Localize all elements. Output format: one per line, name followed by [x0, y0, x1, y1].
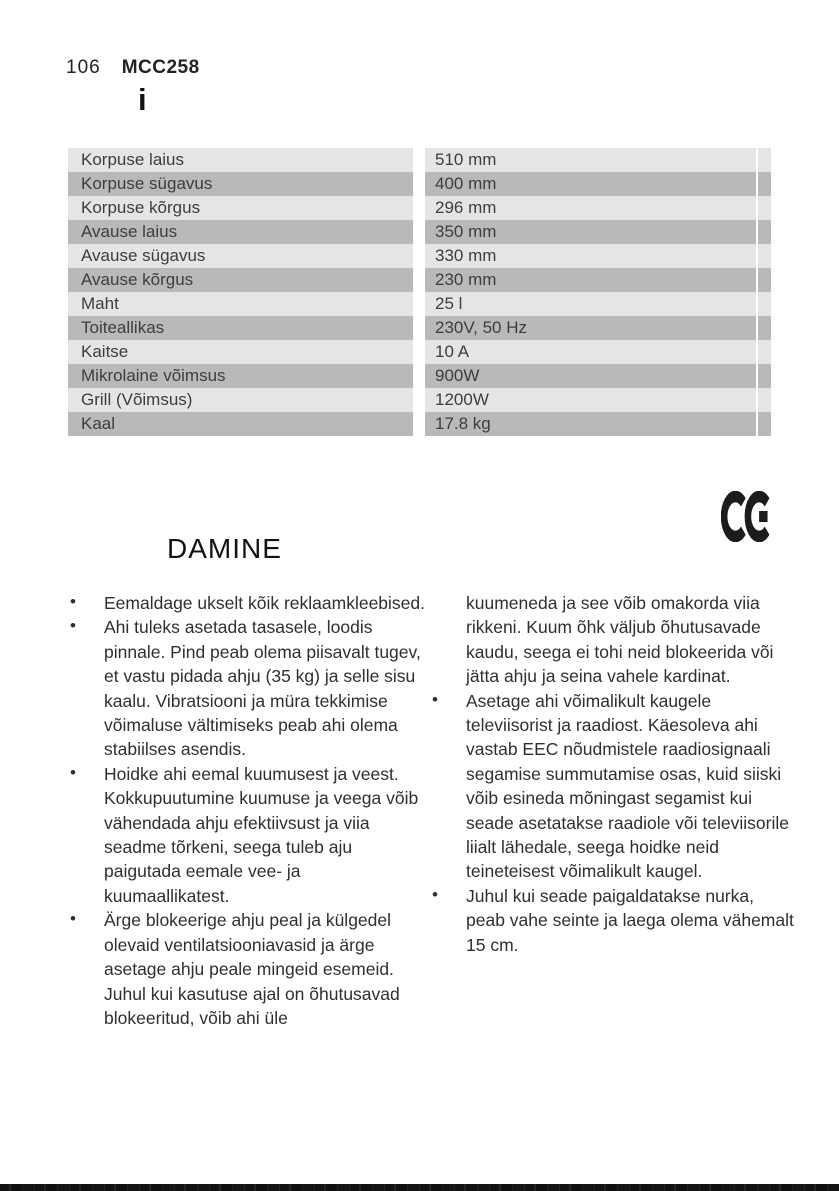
continuation-paragraph: [432, 591, 794, 689]
bullet-icon: •: [70, 762, 76, 782]
spec-label: Kaal: [68, 412, 413, 436]
spec-row: [68, 340, 771, 364]
list-item-text: Hoidke ahi eemal kuumusest ja veest. Kokkupuutumine kuumuse ja veega võib vähendada ahju efektiivsust ja viia seadme tõrkeni, seega tuleb aju paigutada eemale vee- ja kuumaallikatest.: [104, 763, 419, 906]
spec-value: 230 mm: [425, 268, 756, 292]
spec-row: [68, 172, 771, 196]
spec-value: 1200W: [425, 388, 756, 412]
page-header: [66, 57, 200, 79]
list-item-text: Asetage ahi võimalikult kaugele televiisorist ja raadiost. Käesoleva ahi vastab EEC nõudmistele raadiosignaali segamise summutamise osas, kuid siiski võib esineda mõningast segamist kui seade asetatakse raadiole või televiisorile liialt lähedale, seega hoidke neid teineteisest võimalikult kaugel.: [466, 690, 789, 882]
list-item: [432, 689, 794, 884]
spec-label: Kaitse: [68, 340, 413, 364]
spec-value: 25 l: [425, 292, 756, 316]
spec-row: [68, 148, 771, 172]
section-heading: DAMINE: [167, 533, 282, 564]
spec-value: 17.8 kg: [425, 412, 756, 436]
right-column: [432, 591, 794, 957]
spec-row: [68, 292, 771, 316]
spec-label: Mikrolaine võimsus: [68, 364, 413, 388]
spec-label: Korpuse kõrgus: [68, 196, 413, 220]
spec-value: 296 mm: [425, 196, 756, 220]
bullet-icon: •: [70, 616, 76, 636]
spec-row: [68, 316, 771, 340]
page-number: 106: [66, 57, 101, 78]
scan-artifact-bar: [0, 1184, 839, 1191]
list-item-text: Eemaldage ukselt kõik reklaamkleebised.: [104, 593, 425, 613]
spec-label: Avause kõrgus: [68, 268, 413, 292]
bullet-icon: •: [432, 884, 438, 904]
spec-value: 330 mm: [425, 244, 756, 268]
list-item-text: Ahi tuleks asetada tasasele, loodis pinnale. Pind peab olema piisavalt tugev, et vastu pidada ahju (35 kg) ja selle sisu kaalu. Vibratsiooni ja müra tekkimise võimaluse vältimiseks peab ahi olema stabiilses asendis.: [104, 617, 421, 760]
spec-row: [68, 220, 771, 244]
continuation-text: kuumeneda ja see võib omakorda viia rikkeni. Kuum õhk väljub õhutusavade kaudu, seega ei tohi neid blokeerida või jätta ahju ja seina vahele kardinat.: [466, 593, 774, 687]
list-item: [70, 591, 428, 615]
left-column: [70, 591, 428, 1030]
list-item-text: Juhul kui seade paigaldatakse nurka, peab vahe seinte ja laega olema vähemalt 15 cm.: [466, 885, 794, 955]
spec-label: Toiteallikas: [68, 316, 413, 340]
spec-label: Korpuse laius: [68, 148, 413, 172]
spec-row: [68, 196, 771, 220]
spec-value: 10 A: [425, 340, 756, 364]
spec-row: [68, 412, 771, 436]
empty-gutter: [432, 591, 466, 689]
list-item: [70, 615, 428, 761]
list-item-text: Ärge blokeerige ahju peal ja külgedel olevaid ventilatsiooniavasid ja ärge asetage ahju peale mingeid esemeid. Juhul kui kasutuse ajal on õhutusavad blokeeritud, võib ahi üle: [104, 910, 400, 1028]
bullet-icon: •: [432, 689, 438, 709]
spec-value: 350 mm: [425, 220, 756, 244]
list-item: [70, 908, 428, 1030]
spec-value: 230V, 50 Hz: [425, 316, 756, 340]
spec-value: 900W: [425, 364, 756, 388]
spec-row: [68, 388, 771, 412]
ce-mark-icon: [721, 491, 771, 542]
spec-value: 510 mm: [425, 148, 756, 172]
bullet-icon: •: [70, 592, 76, 611]
list-item: [70, 762, 428, 908]
spec-value: 400 mm: [425, 172, 756, 196]
spec-row: [68, 364, 771, 388]
spec-label: Avause sügavus: [68, 244, 413, 268]
bullet-icon: •: [70, 909, 76, 929]
spec-row: [68, 268, 771, 292]
spec-label: Maht: [68, 292, 413, 316]
spec-table: [68, 148, 771, 436]
spec-label: Avause laius: [68, 220, 413, 244]
spec-label: Korpuse sügavus: [68, 172, 413, 196]
spec-row: [68, 244, 771, 268]
spec-label: Grill (Võimsus): [68, 388, 413, 412]
list-item: [432, 884, 794, 957]
model-number: MCC258: [121, 57, 200, 78]
info-symbol: i: [138, 82, 147, 117]
